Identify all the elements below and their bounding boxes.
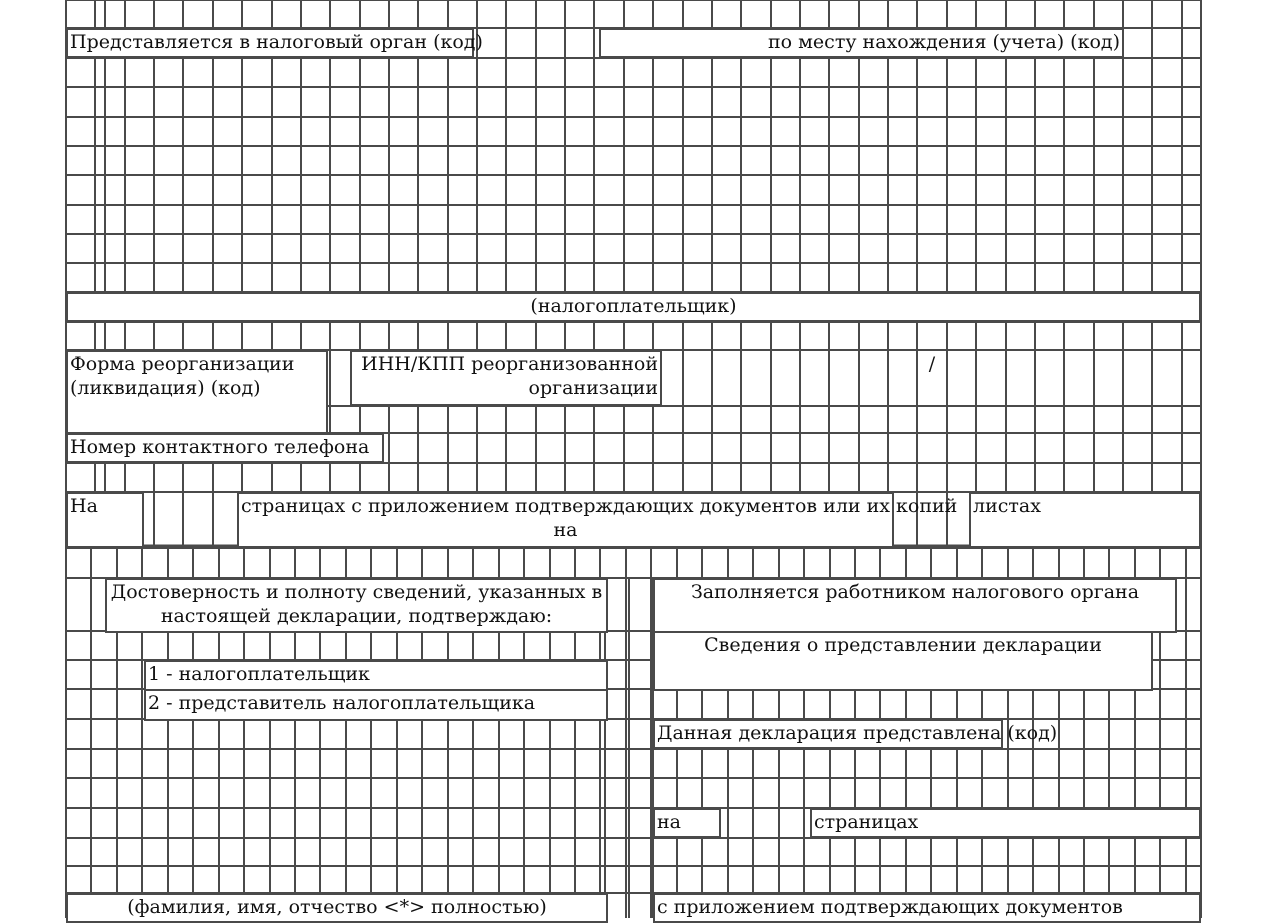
location-code-label: по месту нахождения (учета) (код)	[599, 28, 1124, 58]
inn-kpp-separator: /	[928, 353, 936, 375]
tax-authority-label: Представляется в налоговый орган (код)	[66, 28, 474, 58]
confirmation-title-line1: Достоверность и полноту сведений, указанных в	[110, 581, 603, 603]
tax-office-attachments-label: с приложением подтверждающих документов	[653, 893, 1201, 923]
reorganization-form-label	[66, 350, 328, 434]
declaration-submitted-label: Данная декларация представлена (код)	[653, 719, 1003, 749]
inn-kpp-label-line1: ИНН/КПП реорганизованной	[361, 353, 658, 375]
pages-text-line2: на	[553, 519, 578, 541]
inn-kpp-label-line2: организации	[528, 377, 658, 399]
sheets-label: листах	[969, 492, 1201, 548]
tax-office-title: Заполняется работником налогового органа	[653, 578, 1177, 633]
confirmation-title-line2: настоящей декларации, подтверждаю:	[160, 605, 553, 627]
signer-option-representative: 2 - представитель налогоплательщика	[144, 689, 608, 721]
submission-info-title: Сведения о представлении декларации	[653, 631, 1153, 691]
reorganization-form-label-line1: Форма реорганизации	[70, 353, 295, 375]
tax-office-on-label: на	[653, 808, 721, 838]
reorganization-form-label-line2: (ликвидация) (код)	[70, 377, 261, 399]
pages-on-label: На	[66, 492, 144, 548]
pages-text-line1: страницах с приложением подтверждающих документов или их копий	[241, 495, 958, 517]
taxpayer-caption: (налогоплательщик)	[66, 292, 1201, 322]
tax-office-pages-label: страницах	[810, 808, 1201, 838]
confirmation-title	[105, 578, 608, 633]
fio-caption: (фамилия, имя, отчество <*> полностью)	[66, 893, 608, 923]
inn-kpp-reorganized-label	[350, 350, 662, 406]
contact-phone-label: Номер контактного телефона	[66, 433, 384, 463]
pages-attachments-text	[237, 492, 958, 548]
signer-option-taxpayer: 1 - налогоплательщик	[144, 660, 608, 691]
